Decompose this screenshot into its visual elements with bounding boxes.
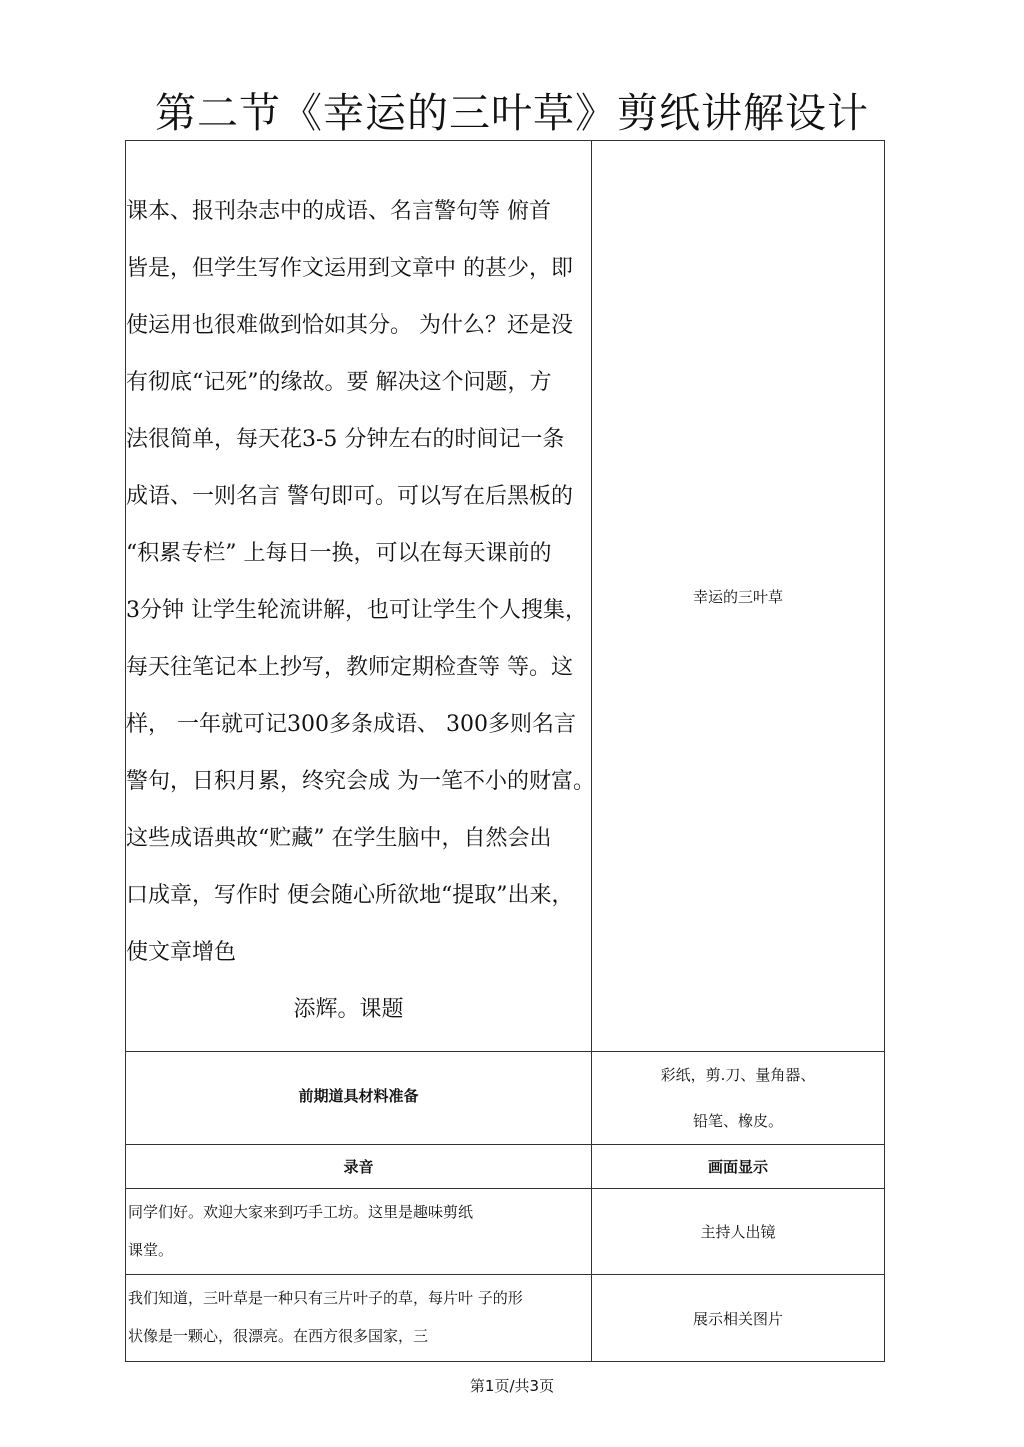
narration-line: 我们知道，三叶草是一种只有三片叶子的草，每片叶 子的形 — [128, 1289, 523, 1307]
essay-line: 口成章，写作时 便会随心所欲地“提取”出来， — [126, 883, 574, 908]
column-header-display: 画面显示 — [707, 1158, 768, 1176]
display-note: 展示相关图片 — [692, 1309, 783, 1328]
table-row — [126, 141, 885, 1052]
essay-line: 样， 一年就可记300多条成语、 300多则名言 — [126, 712, 576, 737]
essay-line: 法很简单，每天花3-5 分钟左右的时间记一条 — [126, 427, 565, 452]
prep-line: 铅笔、橡皮。 — [692, 1112, 783, 1130]
essay-tail: 添辉。课题 — [293, 997, 404, 1022]
prep-items — [592, 1052, 884, 1144]
prep-label-cell — [126, 1052, 592, 1145]
essay-cell — [126, 141, 595, 1052]
table-row — [126, 1052, 885, 1145]
essay-line: “积累专栏” 上每日一换，可以在每天课前的 — [126, 541, 552, 566]
prep-items-cell — [592, 1052, 885, 1145]
prep-line: 彩纸，剪.刀、量角器、 — [660, 1066, 816, 1084]
narration-text — [126, 1275, 591, 1355]
narration-line: 状像是一颗心，很漂亮。在西方很多国家，三 — [128, 1327, 429, 1345]
table-row — [126, 1189, 885, 1275]
prep-label: 前期道具材料准备 — [298, 1086, 419, 1105]
display-note: 主持人出镜 — [700, 1223, 776, 1241]
essay-line: 皆是，但学生写作文运用到文章中 的甚少，即 — [126, 256, 573, 281]
essay-line: 3分钟 让学生轮流讲解，也可让学生个人搜集， — [126, 598, 587, 623]
essay-line: 使运用也很难做到恰如其分。 为什么？还是没 — [126, 313, 573, 338]
essay-line: 课本、报刊杂志中的成语、名言警句等 俯首 — [126, 199, 551, 224]
essay-line: 警句，日积月累，终究会成 为一笔不小的财富。 — [126, 769, 595, 794]
table-header-row — [126, 1145, 885, 1189]
lesson-table — [125, 140, 885, 1362]
narration-text — [126, 1189, 591, 1269]
essay-line: 使文章增色 — [126, 940, 237, 965]
page-title: 第二节《幸运的三叶草》剪纸讲解设计 — [155, 89, 869, 137]
essay-line: 有彻底“记死”的缘故。要 解决这个问题，方 — [126, 370, 552, 395]
essay-text — [126, 141, 595, 1038]
essay-line: 每天往笔记本上抄写，教师定期检查等 等。这 — [126, 655, 573, 680]
table-row — [126, 1275, 885, 1362]
narration-line: 课堂。 — [128, 1241, 174, 1259]
essay-line: 这些成语典故“贮藏” 在学生脑中，自然会出 — [126, 826, 552, 851]
essay-line: 成语、一则名言 警句即可。可以写在后黑板的 — [126, 484, 573, 509]
page-footer: 第1页/共3页 — [469, 1377, 555, 1395]
narration-line: 同学们好。欢迎大家来到巧手工坊。这里是趣味剪纸 — [128, 1203, 474, 1221]
column-header-audio: 录音 — [343, 1158, 374, 1176]
lesson-title-cell — [592, 141, 885, 1052]
lesson-title: 幸运的三叶草 — [692, 587, 783, 606]
